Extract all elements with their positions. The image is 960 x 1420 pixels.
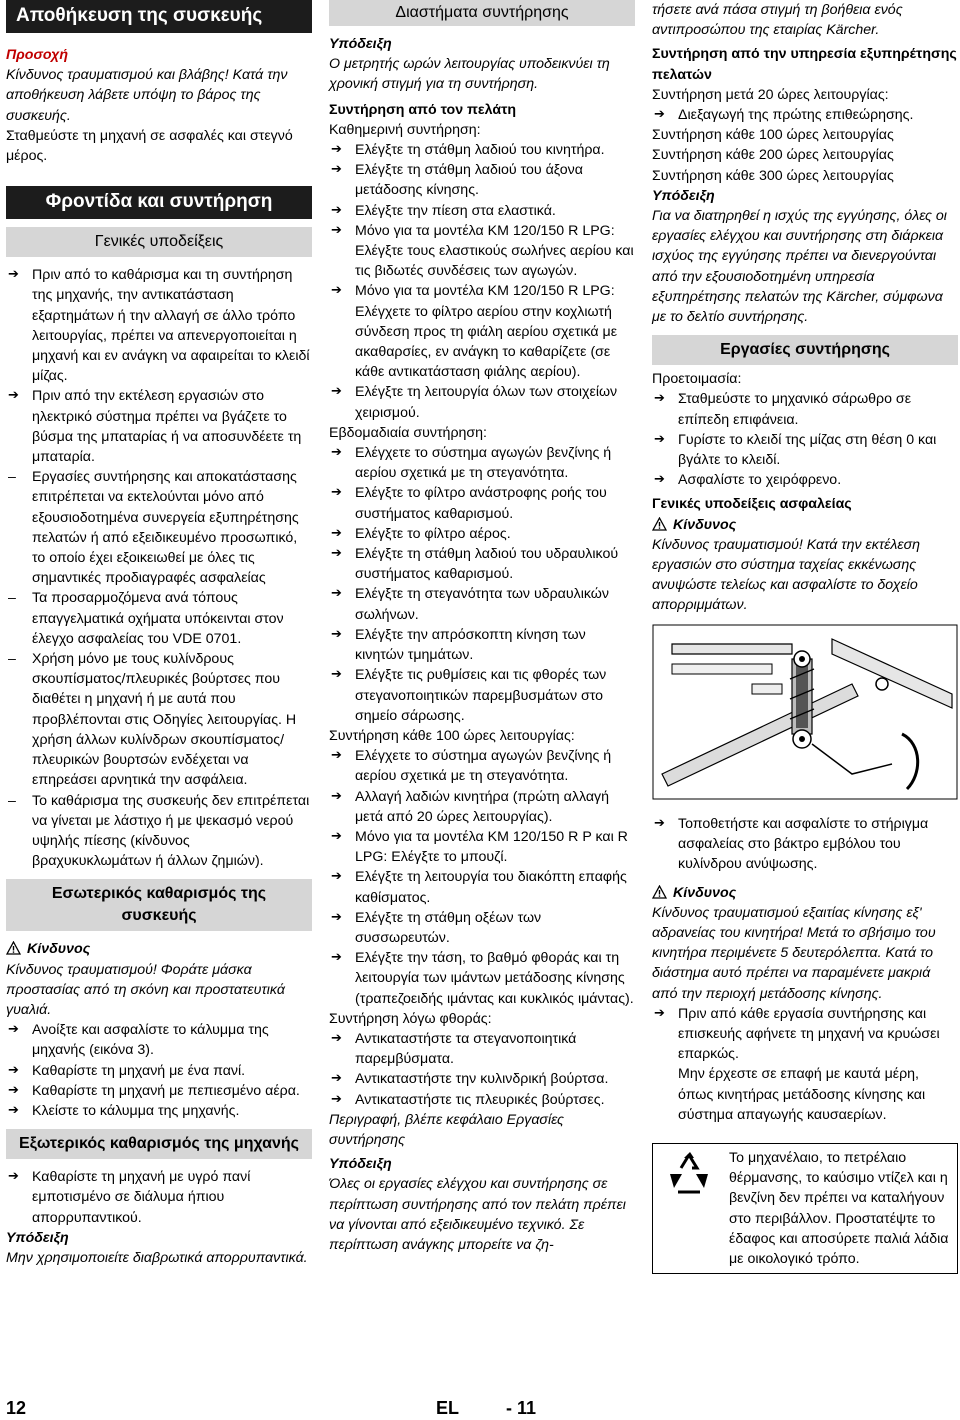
list-item: ➔ Ασφαλίστε το χειρόφρενο. [652,470,958,490]
list-item: ➔ Ανοίξτε και ασφαλίστε το κάλυμμα της μηχανής (εικόνα 3). [6,1020,312,1060]
final-steps-list [652,1004,958,1125]
list-item: ➔ Ελέγξτε τις ρυθμίσεις και τις φθορές των στεγανοποιητικών παρεμβυσμάτων στο σημείο σάρωσης. [329,665,635,726]
hours-100-list [329,746,635,1009]
column-left [6,0,312,1268]
list-item: ➔ Ελέγχετε το σύστημα αγωγών βενζίνης ή αερίου σχετικά με τη στεγανότητα. [329,443,635,483]
preparation-label: Προετοιμασία: [652,371,742,388]
list-item: ➔ Ελέγξτε την τάση, το βαθμό φθοράς και τη λειτουργία των ιμάντων μετάδοσης κίνησης (τραπεζοειδής ιμάντας και κυκλικός ιμάντας). [329,948,635,1009]
section-title-interior: Εσωτερικός καθαρισμός της συσκευής [6,879,312,931]
weekly-list [329,443,635,726]
danger-heading: Κίνδυνος [6,939,312,959]
list-item: ➔ Καθαρίστε τη μηχανή με πεπιεσμένο αέρα. [6,1081,312,1101]
safety-support-illustration [652,624,958,800]
preparation-list [652,389,958,490]
service-200h-label: Συντήρηση κάθε 200 ώρες λειτουργίας [652,147,894,164]
list-item: ➔ Ελέγξτε τη στάθμη λαδιού του κινητήρα. [329,140,635,160]
recycling-icon [653,1144,725,1273]
exterior-steps-list [6,1167,312,1228]
warning-triangle-icon [6,941,21,955]
environment-notice-box [652,1143,958,1274]
note-text: Όλες οι εργασίες ελέγχου και συντήρησης σε περίπτωση συντήρησης από τον πελάτη πρέπει να γίνονται από εξειδικευμένο τεχνικό. Σε περίπτωση ανάγκης μπορείτε να ζη- [329,1176,626,1253]
service-20h-label: Συντήρηση μετά 20 ώρες λειτουργίας: [652,86,889,103]
wear-list [329,1029,635,1110]
final-extra-text: Μην έρχεστε σε επαφή με καυτά μέρη, όπως κινητήρας μετάδοσης κίνησης και σύστημα απαγωγής καυσαερίων. [678,1066,926,1123]
list-item: – Το καθάρισμα της συσκευής δεν επιτρέπεται να γίνεται με λάστιχο ή με ψεκασμό νερού υψηλής πίεσης (κίνδυνος βραχυκυκλωμάτων ή άλλων ζημιών). [6,791,312,872]
list-item: ➔ Τοποθετήστε και ασφαλίστε το στήριγμα ασφαλείας στο βάκτρο εμβόλου του κυλίνδρου ανύψωσης. [652,814,958,875]
column-middle [329,0,635,1255]
list-item: ➔ Καθαρίστε τη μηχανή με υγρό πανί εμποτισμένο σε διάλυμα ήπιου απορρυπαντικού. [6,1167,312,1228]
warning-triangle-icon [652,517,667,531]
note-text: Μην χρησιμοποιείτε διαβρωτικά απορρυπαντικά. [6,1249,308,1266]
service-list [652,105,958,125]
list-item: ➔ Αντικαταστήστε τα στεγανοποιητικά παρεμβύσματα. [329,1029,635,1069]
service-maintenance-heading: Συντήρηση από την υπηρεσία εξυπηρέτησης πελατών [652,46,957,83]
danger-text: Κίνδυνος τραυματισμού! Φοράτε μάσκα προστασίας από τη σκόνη και προστατευτικά γυαλιά. [6,961,285,1018]
list-item: – Χρήση μόνο με τους κυλίνδρους σκουπίσματος/πλευρικές βούρτσες που διαθέτει η μηχανή ή με αυτά που προβλέπονται στις Οδηγίες λειτουργίας. Η χρήση άλλων κυλίνδρων σκουπίσματος/πλευρικών βουρτσών ενδέχεται να επηρεάσει αρνητικά την ασφάλεια. [6,649,312,790]
list-item: ➔ Κλείστε το κάλυμμα της μηχανής. [6,1101,312,1121]
list-item: ➔ Αντικαταστήστε την κυλινδρική βούρτσα. [329,1069,635,1089]
page-number-right: - 11 [506,1398,537,1418]
list-item: ➔ Αντικαταστήστε τις πλευρικές βούρτσες. [329,1090,635,1110]
list-item: ➔ Ελέγξτε τη στάθμη λαδιού του άξονα μετάδοσης κίνησης. [329,160,635,200]
list-item: ➔ Ελέγξτε τη στάθμη οξέων των συσσωρευτών. [329,908,635,948]
section-title-works: Εργασίες συντήρησης [652,335,958,365]
list-item: ➔ Γυρίστε το κλειδί της μίζας στη θέση 0 και βγάλτε το κλειδί. [652,430,958,470]
danger-heading: Κίνδυνος [652,883,958,903]
section-title-exterior: Εξωτερικός καθαρισμός της μηχανής [6,1129,312,1159]
list-item: ➔ Πριν από κάθε εργασία συντήρησης και επισκευής αφήνετε τη μηχανή να κρυώσει επαρκώς. Μην έρχεστε σε επαφή με καυτά μέρη, όπως κινητήρας μετάδοσης κίνησης και σύστημα απαγωγής καυσαερίων. [652,1004,958,1125]
customer-maintenance-heading: Συντήρηση από τον πελάτη [329,101,517,118]
list-item: ➔ Μόνο για τα μοντέλα KM 120/150 R LPG: Ελέγξτε τους ελαστικούς σωλήνες αερίου και τις βιδωτές συνδέσεις των αγωγών. [329,221,635,282]
wear-label: Συντήρηση λόγω φθοράς: [329,1010,492,1027]
danger-text: Κίνδυνος τραυματισμού εξαιτίας κίνησης εξ' αδρανείας του κινητήρα! Μετά το σβήσιμο του κινητήρα περιμένετε 5 δευτερόλεπτα. Κατά το διάστημα αυτό πρέπει να παραμένετε μακριά από την περιοχή μετάδοσης κίνησης. [652,904,936,1002]
column-right [652,0,958,1274]
page-number-left: 12 [6,1398,27,1418]
general-dash-list [6,467,312,871]
note-heading: Υπόδειξη [652,187,715,204]
list-item: ➔ Ελέγξτε την πίεση στα ελαστικά. [329,201,635,221]
note-text: Για να διατηρηθεί η ισχύς της εγγύησης, όλες οι εργασίες ελέγχου και συντήρησης στη διάρκεια ισχύος της εγγύησης πρέπει να διενεργούνται από την εξουσιοδοτημένη υπηρεσία εξυπηρέτησης πελατών της Kärcher, σύμφωνα με το δελτίο συντήρησης. [652,208,947,326]
section-title-intervals: Διαστήματα συντήρησης [329,0,635,26]
danger-text: Κίνδυνος τραυματισμού! Κατά την εκτέλεση εργασιών στο σύστημα ταχείας εκκένωσης ανυψώστε τελείως και ασφαλίστε το δοχείο απορριμμάτων. [652,536,921,614]
environment-notice-text: Το μηχανέλαιο, το πετρέλαιο θέρμανσης, το καύσιμο ντίζελ και η βενζίνη δεν πρέπει να καταλήγουν στο περιβάλλον. Προστατέψτε το έδαφος και αποσύρετε παλιά λάδια με οικολογικό τρόπο. [729,1149,949,1267]
figure-steps-list [652,814,958,875]
warning-triangle-icon [652,885,667,899]
danger-heading: Κίνδυνος [652,515,958,535]
interior-steps-list [6,1020,312,1121]
list-item: ➔ Ελέγχετε το σύστημα αγωγών βενζίνης ή αερίου σχετικά με τη στεγανότητα. [329,746,635,786]
list-item: ➔ Αλλαγή λαδιών κινητήρα (πρώτη αλλαγή μετά από 20 ώρες λειτουργίας). [329,787,635,827]
section-title-general: Γενικές υποδείξεις [6,227,312,257]
list-item: ➔ Πριν από το καθάρισμα και τη συντήρηση της μηχανής, την αντικατάσταση εξαρτημάτων ή την αλλαγή σε άλλο τρόπο λειτουργίας, πρέπει να απενεργοποιείται η μηχανή και εν ανάγκη να αφαιρείται το κλειδί μίζας. [6,265,312,386]
general-instructions-list [6,265,312,467]
service-100h-label: Συντήρηση κάθε 100 ώρες λειτουργίας [652,127,894,144]
list-item: ➔ Καθαρίστε τη μηχανή με ένα πανί. [6,1061,312,1081]
list-item: – Εργασίες συντήρησης και αποκατάστασης επιτρέπεται να εκτελούνται μόνο από εξουσιοδοτημένα συνεργεία εξυπηρέτησης πελατών ή από εξειδικευμένο προσωπικό, το οποίο έχει εξοικειωθεί με όλες τις σημαντικές προδιαγραφές ασφαλείας [6,467,312,588]
list-item: – Τα προσαρμοζόμενα ανά τόπους επαγγελματικά οχήματα υπόκεινται στον έλεγχο ασφαλείας του VDE 0701. [6,588,312,649]
hours-100-label: Συντήρηση κάθε 100 ώρες λειτουργίας: [329,727,575,744]
caution-heading: Προσοχή [6,47,68,63]
list-item: ➔ Ελέγξτε το φίλτρο αέρος. [329,524,635,544]
list-item: ➔ Ελέγξτε τη στάθμη λαδιού του υδραυλικού συστήματος καθαρισμού. [329,544,635,584]
caution-text: Κίνδυνος τραυματισμού και βλάβης! Κατά την αποθήκευση λάβετε υπόψη το βάρος της συσκευής. [6,67,288,124]
list-item: ➔ Σταθμεύστε το μηχανικό σάρωθρο σε επίπεδη επιφάνεια. [652,389,958,429]
weekly-label: Εβδομαδιαία συντήρηση: [329,424,487,441]
list-item: ➔ Ελέγξτε την απρόσκοπτη κίνηση των κινητών τμημάτων. [329,625,635,665]
chapter-title-care: Φροντίδα και συντήρηση [6,186,312,219]
park-text: Σταθμεύστε τη μηχανή σε ασφαλές και στεγνό μέρος. [6,127,293,165]
service-300h-label: Συντήρηση κάθε 300 ώρες λειτουργίας [652,167,894,184]
list-item: ➔ Πριν από την εκτέλεση εργασιών στο ηλεκτρικό σύστημα πρέπει να βγάζετε το βύσμα της μπαταρίας ή να αποσυνδέετε τη μπαταρία. [6,386,312,467]
note-heading: Υπόδειξη [329,1156,392,1173]
description-reference: Περιγραφή, βλέπε κεφάλαιο Εργασίες συντήρησης [329,1111,564,1148]
note-heading: Υπόδειξη [329,36,392,52]
list-item: ➔ Ελέγξτε τη στεγανότητα των υδραυλικών σωλήνων. [329,584,635,624]
note-heading: Υπόδειξη [6,1229,69,1246]
section-title-storage: Αποθήκευση της συσκευής [6,0,312,33]
safety-heading: Γενικές υποδείξεις ασφαλείας [652,496,852,513]
list-item: ➔ Μόνο για τα μοντέλα KM 120/150 R P και R LPG: Ελέγξτε το μπουζί. [329,827,635,867]
list-item: ➔ Ελέγξτε τη λειτουργία όλων των στοιχείων χειρισμού. [329,382,635,422]
list-item: ➔ Ελέγξτε το φίλτρο ανάστροφης ροής του συστήματος καθαρισμού. [329,483,635,523]
daily-label: Καθημερινή συντήρηση: [329,121,481,138]
daily-list [329,140,635,423]
list-item: ➔ Ελέγξτε τη λειτουργία του διακόπτη επαφής καθίσματος. [329,867,635,907]
note-text: Ο μετρητής ωρών λειτουργίας υποδεικνύει τη χρονική στιγμή για τη συντήρηση. [329,56,610,93]
language-code: EL [436,1398,460,1418]
list-item: ➔ Μόνο για τα μοντέλα KM 120/150 R LPG: Ελέγχετε το φίλτρο αερίου στην κοχλιωτή σύνδεση προς τη φιάλη αερίου σχετικά με ακαθαρσίες, εν ανάγκη το καθαρίζετε (σε κάθε αντικατάσταση φιάλης αερίου). [329,281,635,382]
list-item: ➔ Διεξαγωγή της πρώτης επιθεώρησης. [652,105,958,125]
continued-text: τήσετε ανά πάσα στιγμή τη βοήθεια ενός αντιπροσώπου της εταιρίας Kärcher. [652,2,903,39]
